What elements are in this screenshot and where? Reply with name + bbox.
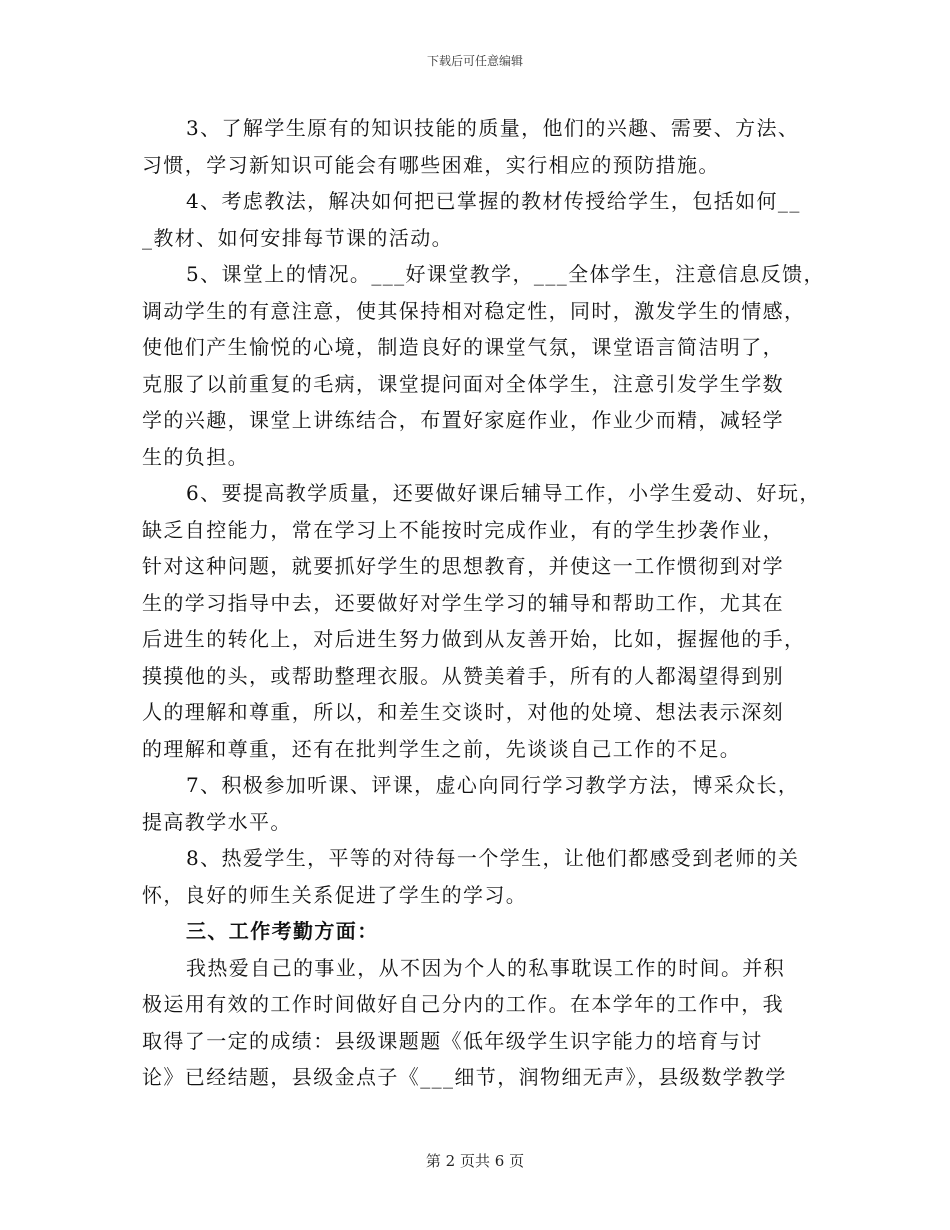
text-line: 3、了解学生原有的知识技能的质量，他们的兴趣、需要、方法、 — [186, 116, 800, 140]
text-line: 学的兴趣，课堂上讲练结合，布置好家庭作业，作业少而精，减轻学 — [142, 408, 784, 432]
text-line: 4、考虑教法，解决如何把已掌握的教材传授给学生，包括如何__ — [186, 189, 801, 213]
text-line: 5、课堂上的情况。___好课堂教学，___全体学生，注意信息反馈， — [186, 262, 825, 286]
text-line: 提高教学水平。 — [142, 809, 292, 834]
text-line: 论》已经结题，县级金点子《___细节，润物细无声》，县级数学教学 — [142, 1065, 787, 1089]
text-line: 克服了以前重复的毛病，课堂提问面对全体学生，注意引发学生学数 — [142, 371, 784, 396]
text-line: 生的学习指导中去，还要做好对学生学习的辅导和帮助工作，尤其在 — [142, 590, 784, 615]
page-footer: 第 2 页共 6 页 — [425, 1152, 525, 1170]
text-line: 后进生的转化上，对后进生努力做到从友善开始，比如，握握他的手， — [142, 627, 806, 651]
page-header: 下载后可任意编辑 — [426, 54, 523, 68]
text-line: 极运用有效的工作时间做好自己分内的工作。在本学年的工作中，我 — [142, 992, 784, 1016]
text-line: 人的理解和尊重，所以，和差生交谈时，对他的处境、想法表示深刻 — [142, 700, 784, 724]
text-line: 调动学生的有意注意，使其保持相对稳定性，同时，激发学生的情感， — [142, 298, 806, 323]
text-line: 8、热爱学生，平等的对待每一个学生，让他们都感受到老师的关 — [186, 846, 800, 870]
text-line: _教材、如何安排每节课的活动。 — [142, 225, 453, 250]
section-heading: 三、工作考勤方面： — [186, 919, 379, 943]
text-line: 7、积极参加听课、评课，虚心向同行学习教学方法，博采众长， — [186, 773, 800, 797]
text-line: 6、要提高教学质量，还要做好课后辅导工作，小学生爱动、好玩， — [186, 481, 821, 505]
text-line: 针对这种问题，就要抓好学生的思想教育，并使这一工作惯彻到对学 — [142, 554, 784, 578]
text-line: 的理解和尊重，还有在批判学生之前，先谈谈自己工作的不足。 — [142, 736, 742, 761]
text-line: 我热爱自己的事业，从不因为个人的私事耽误工作的时间。并积 — [186, 955, 786, 980]
text-line: 缺乏自控能力，常在学习上不能按时完成作业，有的学生抄袭作业， — [142, 517, 784, 542]
text-line: 生的负担。 — [142, 444, 249, 469]
text-line: 取得了一定的成绩：县级课题题《低年级学生识字能力的培育与讨 — [142, 1028, 763, 1053]
text-line: 使他们产生愉悦的心境，制造良好的课堂气氛，课堂语言简洁明了， — [142, 335, 784, 359]
document-body — [142, 110, 825, 1096]
text-line: 怀，良好的师生关系促进了学生的学习。 — [142, 882, 528, 907]
text-line: 习惯，学习新知识可能会有哪些困难，实行相应的预防措施。 — [142, 152, 720, 177]
text-line: 摸摸他的头，或帮助整理衣服。从赞美着手，所有的人都渴望得到别 — [142, 663, 784, 688]
